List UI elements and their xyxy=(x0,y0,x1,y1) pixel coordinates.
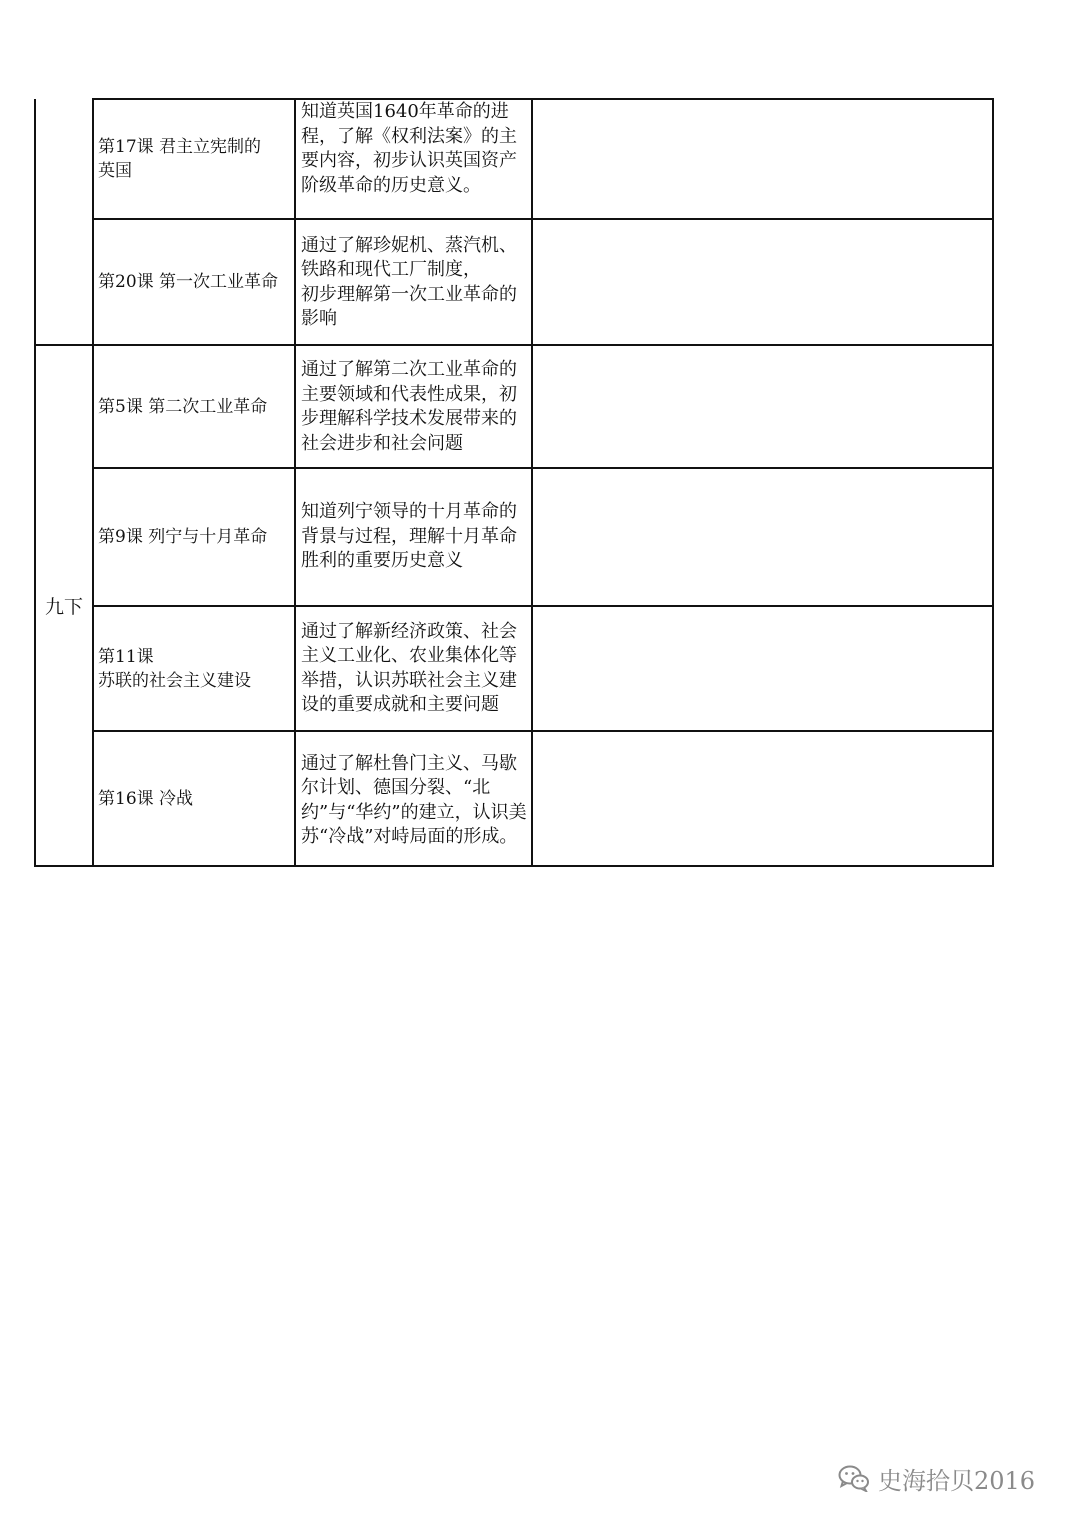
empty-cell xyxy=(532,99,993,219)
lesson-cell xyxy=(93,345,295,468)
table-row xyxy=(35,99,993,219)
empty-cell xyxy=(532,219,993,345)
table-row xyxy=(35,219,993,345)
lesson-cell: 第11课 苏联的社会主义建设 xyxy=(93,606,295,731)
watermark-text: 史海拾贝2016 xyxy=(878,1466,1036,1495)
requirement-cell xyxy=(295,731,532,866)
table-row xyxy=(35,731,993,866)
lesson-cell: 第17课 君主立宪制的 英国 xyxy=(93,99,295,219)
requirement-cell xyxy=(295,345,532,468)
curriculum-table xyxy=(34,98,994,867)
requirement-text: 通过了解杜鲁门主义、马歇尔计划、德国分裂、“北约”与“华约”的建立，认识美苏“冷战”对峙局面的形成。 xyxy=(301,752,527,847)
lesson-cell xyxy=(93,219,295,345)
requirement-text: 知道列宁领导的十月革命的背景与过程，理解十月革命胜利的重要历史意义 xyxy=(301,501,517,572)
requirement-cell xyxy=(295,219,532,345)
table-row xyxy=(35,468,993,606)
wechat-logo-icon xyxy=(838,1464,870,1492)
lesson-cell: 第16课 冷战 xyxy=(93,731,295,866)
table-row xyxy=(35,345,993,468)
requirement-cell xyxy=(295,468,532,606)
lesson-text: 第20课 第一次工业革命 xyxy=(98,272,279,292)
grade-cell: 九下 xyxy=(35,345,93,866)
watermark xyxy=(838,1464,1036,1495)
requirement-text: 通过了解新经济政策、社会主义工业化、农业集体化等举措，认识苏联社会主义建设的重要成就和主要问题 xyxy=(301,620,517,715)
lesson-cell xyxy=(93,468,295,606)
requirement-cell xyxy=(295,606,532,731)
empty-cell xyxy=(532,606,993,731)
grade-cell xyxy=(35,99,93,345)
requirement-text: 知道英国1640年革命的进程，了解《权利法案》的主要内容，初步认识英国资产阶级革命的历史意义。 xyxy=(301,101,517,196)
table-row xyxy=(35,606,993,731)
requirement-cell xyxy=(295,99,532,219)
empty-cell xyxy=(532,345,993,468)
empty-cell xyxy=(532,731,993,866)
lesson-text: 第9课 列宁与十月革命 xyxy=(98,527,268,547)
empty-cell xyxy=(532,468,993,606)
requirement-text: 通过了解第二次工业革命的主要领域和代表性成果，初步理解科学技术发展带来的社会进步和社会问题 xyxy=(301,359,517,454)
requirement-text: 通过了解珍妮机、蒸汽机、 铁路和现代工厂制度， 初步理解第一次工业革命的影响 xyxy=(301,234,517,329)
lesson-text: 第5课 第二次工业革命 xyxy=(98,396,268,417)
